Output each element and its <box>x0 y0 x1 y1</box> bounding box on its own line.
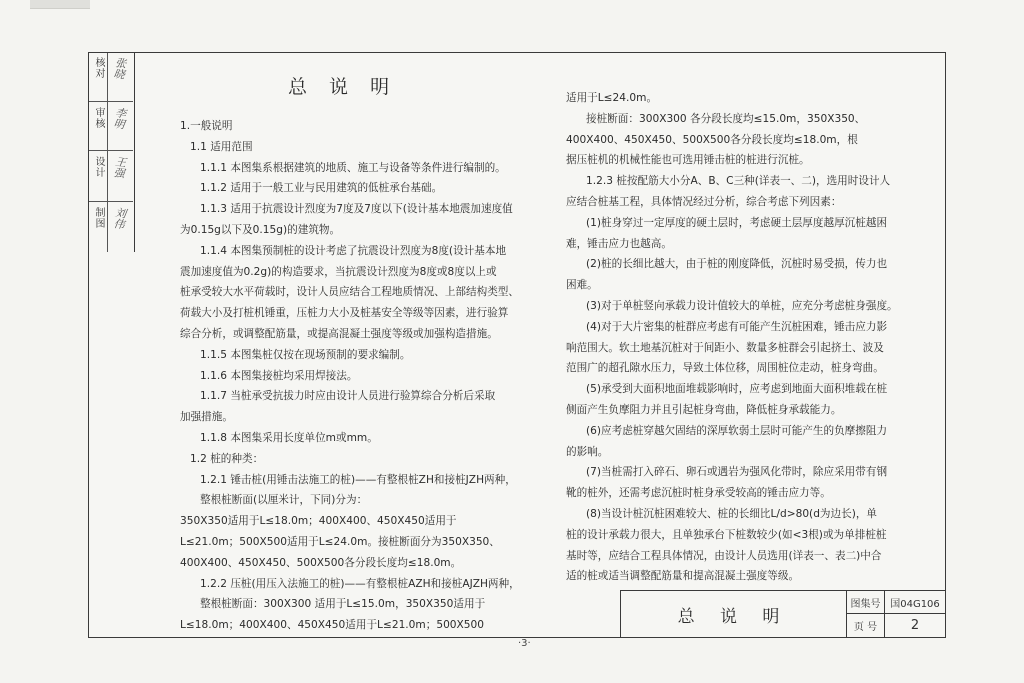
text-line: 400X400、450X450、500X500各分段长度均≤18.0m。 <box>180 556 462 569</box>
text-line: 整根桩断面(以厘米计，下同)分为： <box>200 494 368 507</box>
signature-label: 设计 <box>93 156 104 178</box>
text-line: 1.2.3 桩按配筋大小分A、B、C三种(详表一、二)，选用时设计人 <box>586 175 891 188</box>
signature-strip <box>89 53 135 252</box>
text-line: 1.一般说明 <box>180 120 233 132</box>
handwritten-signature: 刘伟 <box>111 206 128 230</box>
atlas-value: 国04G106 <box>885 591 945 614</box>
text-line: (3)对于单桩竖向承载力设计值较大的单桩，应充分考虑桩身强度。 <box>586 299 898 312</box>
text-line: 桩承受较大水平荷载时，设计人员应结合工程地质情况、上部结构类型、 <box>180 286 519 299</box>
signature-row-review <box>89 101 133 151</box>
signature-row-check <box>89 53 133 102</box>
title-block-name: 总 说 明 <box>621 591 847 637</box>
signature-divider <box>107 53 108 252</box>
text-line: 侧面产生负摩阻力并且引起桩身弯曲，降低桩身承载能力。 <box>566 403 842 416</box>
left-text-column <box>180 116 550 636</box>
signature-label: 核对 <box>93 57 104 79</box>
text-line: (8)当设计桩沉桩困难较大、桩的长细比L/d>80(d为边长)，单 <box>586 507 878 520</box>
text-line: 1.1 适用范围 <box>190 140 253 153</box>
handwritten-signature: 张晓 <box>111 56 128 80</box>
atlas-label: 图集号 <box>847 591 885 614</box>
text-line: 范围广的超孔隙水压力，导致土体位移，周围桩位走动，桩身弯曲。 <box>566 362 884 375</box>
text-line: 震加速度值为0.2g)的构造要求，当抗震设计烈度为8度或8度以上或 <box>180 265 497 278</box>
text-line: (6)应考虑桩穿越欠固结的深厚软弱土层时可能产生的负摩擦阻力 <box>586 424 888 437</box>
text-line: 1.2.1 锤击桩(用锤击法施工的桩)——有整根桩ZH和接桩JZH两种， <box>200 473 516 486</box>
page-number: ·3· <box>518 638 531 649</box>
text-line: (2)桩的长细比越大，由于桩的刚度降低，沉桩时易受损，传力也 <box>586 258 888 271</box>
text-line: 靴的桩外，还需考虑沉桩时桩身承受较高的锤击应力等。 <box>566 487 831 500</box>
text-line: 适用于L≤24.0m。 <box>566 92 658 104</box>
text-line: 1.1.8 本图集采用长度单位m或mm。 <box>200 431 378 444</box>
signature-row-draw <box>89 201 133 251</box>
text-line: 为0.15g以下及0.15g)的建筑物。 <box>180 223 341 236</box>
text-line: L≤21.0m；500X500适用于L≤24.0m。接桩断面分为350X350、 <box>180 535 500 548</box>
text-line: 1.2 桩的种类： <box>190 452 264 465</box>
right-text-column <box>566 88 946 587</box>
text-line: 350X350适用于L≤18.0m；400X400、450X450适用于 <box>180 515 457 528</box>
title-block <box>620 590 946 638</box>
signature-label: 审核 <box>93 107 104 129</box>
text-line: 400X400、450X450、500X500各分段长度均≤18.0m，根 <box>566 133 858 146</box>
text-line: 难，锤击应力也越高。 <box>566 237 672 250</box>
text-line: 1.1.5 本图集桩仅按在现场预制的要求编制。 <box>200 348 411 361</box>
text-line: (5)承受到大面积地面堆载影响时，应考虑到地面大面积堆载在桩 <box>586 383 888 396</box>
page-label: 页 号 <box>847 614 885 637</box>
text-line: 综合分析，或调整配筋量，或提高混凝土强度等级或加强构造措施。 <box>180 327 498 340</box>
text-line: 应结合桩基工程，具体情况经过分析，综合考虑下列因素： <box>566 195 842 208</box>
signature-row-design <box>89 150 133 202</box>
signature-label: 制图 <box>93 207 104 229</box>
text-line: 困难。 <box>566 279 598 292</box>
text-line: 荷载大小及打桩机锤重，压桩力大小及桩基安全等级等因素，进行验算 <box>180 307 509 320</box>
page-value: 2 <box>910 618 920 633</box>
text-line: 加强措施。 <box>180 411 233 424</box>
text-line: 适的桩或适当调整配筋量和提高混凝土强度等级。 <box>566 570 800 583</box>
text-line: (4)对于大片密集的桩群应考虑有可能产生沉桩困难，锤击应力影 <box>586 320 888 333</box>
text-line: (1)桩身穿过一定厚度的硬土层时，考虑硬土层厚度越厚沉桩越困 <box>586 216 888 229</box>
text-line: 1.2.2 压桩(用压入法施工的桩)——有整根桩AZH和接桩AJZH两种， <box>200 577 520 590</box>
text-line: (7)当桩需打入碎石、卵石或遇岩为强风化带时，除应采用带有钢 <box>586 466 888 479</box>
handwritten-signature: 王强 <box>111 155 128 179</box>
text-line: 1.1.7 当桩承受抗拔力时应由设计人员进行验算综合分析后采取 <box>200 390 496 403</box>
text-line: 1.1.2 适用于一般工业与民用建筑的低桩承台基础。 <box>200 182 443 195</box>
text-line: 1.1.4 本图集预制桩的设计考虑了抗震设计烈度为8度(设计基本地 <box>200 244 507 257</box>
text-line: 1.1.1 本图集系根据建筑的地质、施工与设备等条件进行编制的。 <box>200 161 506 174</box>
text-line: 据压桩机的机械性能也可选用锤击桩的桩进行沉桩。 <box>566 154 810 167</box>
text-line: 整根桩断面：300X300 适用于L≤15.0m，350X350适用于 <box>200 598 486 611</box>
text-line: 1.1.6 本图集接桩均采用焊接法。 <box>200 369 358 382</box>
text-line: 桩的设计承载力很大，且单独承台下桩数较少(如<3根)或为单排桩桩 <box>566 528 887 541</box>
binding-tape <box>30 0 90 9</box>
text-line: 的影响。 <box>566 445 609 458</box>
text-line: 1.1.3 适用于抗震设计烈度为7度及7度以下(设计基本地震加速度值 <box>200 203 513 216</box>
text-line: 响范围大。软土地基沉桩对于间距小、数量多桩群会引起挤土、波及 <box>566 341 884 354</box>
handwritten-signature: 李明 <box>111 106 128 130</box>
text-line: 基时等，应结合工程具体情况，由设计人员选用(详表一、表二)中合 <box>566 549 882 562</box>
text-line: 接桩断面：300X300 各分段长度均≤15.0m，350X350、 <box>586 112 866 125</box>
page-title: 总 说 明 <box>288 76 398 98</box>
text-line: L≤18.0m；400X400、450X450适用于L≤21.0m；500X500 <box>180 619 485 632</box>
